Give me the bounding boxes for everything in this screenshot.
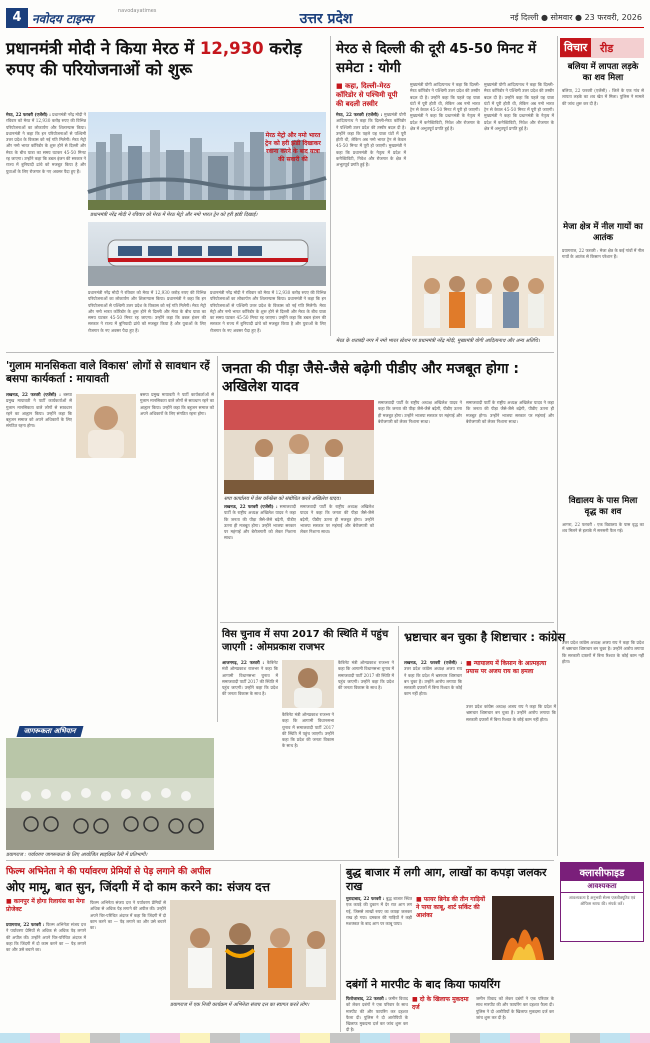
crowd-illustration <box>412 256 554 336</box>
meerut-kicker-text: कहा, दिल्ली-मेरठ कॉरिडोर से पश्चिमी यूपी की बदली तस्वीर <box>336 82 398 108</box>
rajbhar-portrait <box>282 660 334 708</box>
congress-kicker-text: न्यायालय में किसान के आत्महत्या प्रयास पर अजय राय का हमला <box>466 660 547 675</box>
jagran-tag: जागरूकता अभियान <box>17 726 84 737</box>
sanjay-headline-top: फिल्म अभिनेता ने की पर्यावरण प्रेमियों से पेड़ लगाने की अपील <box>6 867 211 877</box>
meerut-body-text: मुख्यमंत्री योगी आदित्यनाथ ने कहा कि दिल्ली-मेरठ कॉरिडोर ने पश्चिमी उत्तर प्रदेश की तस्वीर बदल दी है। उन्होंने कहा कि पहले यह यात्रा घंटों में पूरी होती थी, लेकिन अब नमो भारत ट्रेन से केवल 45-50 मिनट में पूरी हो जाएगी। मुख्यमंत्री ने कहा कि प्रधानमंत्री के नेतृत्व में प्रदेश में कनेक्टिविटी, निवेश और रोजगार के क्षेत्र में अभूतपूर्व प्रगति हुई है। <box>336 112 406 168</box>
mayawati-headline: 'गुलाम मानसिकता वाले विकास' लोगों से सावधान रहें बसपा कार्यकर्ता : मायावती <box>6 360 210 385</box>
mayawati-photo <box>76 394 136 458</box>
sidebar-story1-body: बलिया, 22 फरवरी (एजेंसी) : जिले के एक गांव से लापता लड़के का शव खेत में मिला। पुलिस ने मामले की जांच शुरू कर दी है। <box>562 88 644 106</box>
sanjay-kicker <box>6 898 86 920</box>
mayawati-body-col2-text: बसपा प्रमुख मायावती ने पार्टी कार्यकर्ताओं से गुलाम मानसिकता वाले लोगों से सावधान रहने का आह्वान किया। उन्होंने कहा कि बहुजन समाज को अपने अधिकारों के लिए संगठित रहना होगा। <box>140 392 214 416</box>
mayawati-body-text: बसपा प्रमुख मायावती ने पार्टी कार्यकर्ताओं से गुलाम मानसिकता वाले लोगों से सावधान रहने का आह्वान किया। उन्होंने कहा कि बहुजन समाज को अपने अधिकारों के लिए संगठित रहना होगा। <box>6 392 72 429</box>
meerut-kicker <box>336 82 406 110</box>
welcome-illustration <box>170 900 336 1000</box>
column-rule-4 <box>340 864 341 1032</box>
print-registration-bar <box>0 1033 650 1043</box>
lead-body-col2 <box>88 290 206 333</box>
sanjay-body-col2-text: फिल्म अभिनेता संजय दत्त ने पर्यावरण प्रेमियों से अधिक से अधिक पेड़ लगाने की अपील की। उन्होंने अपने चिर-परिचित अंदाज में कहा कि जिंदगी में दो काम करने का — पेड़ लगाने का और उसे बचाने का। <box>90 900 166 931</box>
mayawati-body-col2 <box>140 392 214 718</box>
section-title: उत्तर प्रदेश <box>299 11 353 27</box>
meerut-headline: मेरठ से दिल्ली की दूरी 45-50 मिनट में समेटा : योगी <box>336 41 537 76</box>
viewpoint-rest: रीड <box>600 42 614 55</box>
dabango-body-col1 <box>346 996 408 1032</box>
classified-text: आवश्यकता है अनुभवी सेल्स एक्जीक्यूटिव एवं ऑफिस स्टाफ की। संपर्क करें। <box>568 895 636 906</box>
sanjay-body-col2 <box>90 900 166 1030</box>
sidebar-story3-body: आगरा, 22 फरवरी : एक विद्यालय के पास वृद्ध का शव मिलने से इलाके में सनसनी फैल गई। <box>562 522 644 534</box>
dabango-body-text: जमीन विवाद को लेकर दबंगों ने एक परिवार के साथ मारपीट की और फायरिंग कर दहशत फैला दी। पुलिस ने दो आरोपियों के खिलाफ मुकदमा दर्ज कर जांच शुरू कर दी है। <box>346 996 408 1033</box>
budh-body-text: बुद्ध बाजार स्थित एक कपड़े की दुकान में देर रात आग लग गई, जिससे लाखों रुपए का कपड़ा जलकर राख हो गया। दमकल की गाड़ियों ने कड़ी मशक्कत के बाद आग पर काबू पाया। <box>346 896 412 927</box>
press-conference-illustration <box>224 400 374 494</box>
mayawati-byline: लखनऊ, 22 फरवरी (एजेंसी) : <box>6 392 61 397</box>
congress-body-col3 <box>562 640 644 856</box>
budh-photo <box>492 896 554 960</box>
sanjay-photo <box>170 900 336 1000</box>
lead-body-col3 <box>210 290 326 333</box>
akhilesh-photo-caption: सपा कार्यालय में प्रेस कॉन्फ्रेंस को संबोधित करते अखिलेश यादव। <box>224 496 341 502</box>
kicker-bullet: ■ <box>416 896 422 903</box>
akhilesh-body-col2 <box>300 504 374 618</box>
sidebar-rule <box>557 36 558 856</box>
meerut-body-col2 <box>410 82 480 252</box>
viewpoint-banner <box>560 38 644 58</box>
lead-headline-part2: करोड़ रुपए की परियोजनाओं को शुरू <box>6 39 302 79</box>
kicker-bullet: ■ <box>336 82 343 90</box>
dabango-body-col2-text: जमीन विवाद को लेकर दबंगों ने एक परिवार के साथ मारपीट की और फायरिंग कर दहशत फैला दी। पुलिस ने दो आरोपियों के खिलाफ मुकदमा दर्ज कर जांच शुरू कर दी है। <box>476 996 554 1020</box>
congress-body-col2-text: उत्तर प्रदेश कांग्रेस अध्यक्ष अजय राय ने कहा कि प्रदेश में भ्रष्टाचार शिष्टाचार बन चुका है। उन्होंने आरोप लगाया कि सरकारी दफ्तरों में बिना रिश्वत के कोई काम नहीं होता। <box>466 704 556 722</box>
budh-body-col1 <box>346 896 412 976</box>
sanjay-photo-caption: प्रयागराज में एक निजी कार्यक्रम में अभिनेता संजय दत्त का स्वागत करते लोग। <box>170 1002 310 1008</box>
horizontal-rule-3 <box>6 860 554 861</box>
meerut-byline: मेरठ, 22 फरवरी (एजेंसी) : <box>336 112 383 117</box>
rajbhar-body-text: कैबिनेट मंत्री ओमप्रकाश राजभर ने कहा कि आगामी विधानसभा चुनाव में समाजवादी पार्टी 2017 की स्थिति में पहुंच जाएगी। उन्होंने कहा कि प्रदेश की जनता विकास के साथ है। <box>222 660 278 697</box>
akhilesh-body-col3 <box>378 400 462 618</box>
akhilesh-headline: जनता की पीड़ा जैसे-जैसे बढ़ेगी पीडीए और मजबूत होगा : अखिलेश यादव <box>222 361 519 395</box>
mayawati-body-col1 <box>6 392 72 718</box>
rajbhar-headline: विस चुनाव में सपा 2017 की स्थिति में पहुंच जाएगी : ओमप्रकाश राजभर <box>222 629 389 653</box>
sidebar-story3-headline: विद्यालय के पास मिला वृद्ध का शव <box>568 496 638 517</box>
budh-headline: बुद्ध बाजार में लगी आग, लाखों का कपड़ा जलकर राख <box>346 866 547 893</box>
column-rule-3 <box>398 626 399 858</box>
rajbhar-body-col2-text: कैबिनेट मंत्री ओमप्रकाश राजभर ने कहा कि आगामी विधानसभा चुनाव में समाजवादी पार्टी 2017 की स्थिति में पहुंच जाएगी। उन्होंने कहा कि प्रदेश की जनता विकास के साथ है। <box>282 712 334 749</box>
rajbhar-body-col1 <box>222 660 278 856</box>
rajbhar-photo <box>282 660 334 708</box>
congress-body-col1 <box>404 660 462 856</box>
rajbhar-body-col2 <box>282 712 334 856</box>
lead-photo-train <box>88 222 326 286</box>
dabango-kicker-text: दो के खिलाफ मुकदमा दर्ज <box>412 996 469 1011</box>
horizontal-rule-2 <box>220 622 554 623</box>
lead-body-col3-text: प्रधानमंत्री नरेंद्र मोदी ने रविवार को मेरठ में 12,930 करोड़ रुपए की विभिन्न परियोजनाओं का लोकार्पण और शिलान्यास किया। प्रधानमंत्री ने कहा कि इन परियोजनाओं से पश्चिमी उत्तर प्रदेश के विकास को नई गति मिलेगी। मेरठ मेट्रो और नमो भारत कॉरिडोर के शुरू होने से दिल्ली और मेरठ के बीच यात्रा का समय घटकर 45-50 मिनट रह जाएगा। उन्होंने कहा कि डबल इंजन की सरकार ने राज्य में बुनियादी ढांचे को मजबूत किया है और युवाओं के लिए रोजगार के नए अवसर पैदा हुए हैं। <box>210 290 326 333</box>
lead-photo-skyline <box>88 112 326 210</box>
sidebar-story2-body: प्रयागराज, 22 फरवरी : मेजा क्षेत्र के कई गांवों में नील गायों के आतंक से किसान परेशान हैं। <box>562 248 644 260</box>
meerut-body-col2-text: मुख्यमंत्री योगी आदित्यनाथ ने कहा कि दिल्ली-मेरठ कॉरिडोर ने पश्चिमी उत्तर प्रदेश की तस्वीर बदल दी है। उन्होंने कहा कि पहले यह यात्रा घंटों में पूरी होती थी, लेकिन अब नमो भारत ट्रेन से केवल 45-50 मिनट में पूरी हो जाएगी। मुख्यमंत्री ने कहा कि प्रधानमंत्री के नेतृत्व में प्रदेश में कनेक्टिविटी, निवेश और रोजगार के क्षेत्र में अभूतपूर्व प्रगति हुई है। <box>410 82 480 132</box>
akhilesh-byline: लखनऊ, 22 फरवरी (एजेंसी) : <box>224 504 278 509</box>
congress-body-col3-text: उत्तर प्रदेश कांग्रेस अध्यक्ष अजय राय ने कहा कि प्रदेश में भ्रष्टाचार शिष्टाचार बन चुका है। उन्होंने आरोप लगाया कि सरकारी दफ्तरों में बिना रिश्वत के कोई काम नहीं होता। <box>562 640 644 664</box>
akhilesh-photo <box>224 400 374 494</box>
kicker-bullet: ■ <box>6 898 12 905</box>
sanjay-body-text: फिल्म अभिनेता संजय दत्त ने पर्यावरण प्रेमियों से अधिक से अधिक पेड़ लगाने की अपील की। उन्होंने अपने चिर-परिचित अंदाज में कहा कि जिंदगी में दो काम करने का — पेड़ लगाने का और उसे बचाने का। <box>6 922 86 953</box>
congress-body-col2 <box>466 704 556 856</box>
dabango-kicker <box>412 996 472 1018</box>
fire-illustration <box>492 896 554 960</box>
budh-byline: मुरादाबाद, 22 फरवरी : <box>346 896 385 901</box>
sanjay-headline: ओए मामू, बात सुन, जिंदगी में दो काम करने का: संजय दत्त <box>6 880 270 894</box>
lead-headline-part1: प्रधानमंत्री मोदी ने किया मेरठ में <box>6 39 195 58</box>
akhilesh-body-text: समाजवादी पार्टी के राष्ट्रीय अध्यक्ष अखिलेश यादव ने कहा कि जनता की पीड़ा जैसे-जैसे बढ़ेगी, पीडीए उतना ही मजबूत होगा। उन्होंने भाजपा सरकार पर महंगाई और बेरोजगारी को लेकर निशाना साधा। <box>224 504 296 541</box>
rajbhar-body-col3-text: कैबिनेट मंत्री ओमप्रकाश राजभर ने कहा कि आगामी विधानसभा चुनाव में समाजवादी पार्टी 2017 की स्थिति में पहुंच जाएगी। उन्होंने कहा कि प्रदेश की जनता विकास के साथ है। <box>338 660 394 691</box>
congress-byline: लखनऊ, 22 फरवरी (एजेंसी) : <box>404 660 462 665</box>
mini-label: navodayatimes <box>118 8 157 14</box>
rajbhar-body-col3 <box>338 660 394 856</box>
congress-headline: भ्रष्टाचार बन चुका है शिष्टाचार : कांग्रेस <box>404 630 566 644</box>
meerut-body-col3 <box>484 82 554 252</box>
meerut-photo-caption: मेरठ के शताब्दी नगर में नमो भारत स्टेशन पर प्रधानमंत्री नरेंद्र मोदी, मुख्यमंत्री योगी आदित्यनाथ और अन्य अतिथि। <box>336 338 540 344</box>
classified-sub: आवश्यकता <box>561 881 643 893</box>
dabango-byline: फिरोजाबाद, 22 फरवरी : <box>346 996 387 1001</box>
lead-byline: मेरठ, 22 फरवरी (एजेंसी) : <box>6 112 51 117</box>
congress-body-text: उत्तर प्रदेश कांग्रेस अध्यक्ष अजय राय ने कहा कि प्रदेश में भ्रष्टाचार शिष्टाचार बन चुका है। उन्होंने आरोप लगाया कि सरकारी दफ्तरों में बिना रिश्वत के कोई काम नहीं होता। <box>404 666 462 697</box>
akhilesh-body-col4 <box>466 400 554 618</box>
horizontal-rule-1 <box>6 352 554 353</box>
train-illustration <box>88 222 326 286</box>
brand-name: नवोदय टाइम्स <box>32 12 94 26</box>
dateline: नई दिल्ली ● सोमवार ● 23 फरवरी, 2026 <box>510 13 642 22</box>
rally-photo-caption: प्रयागराज : पर्यावरण जागरूकता के लिए आयोजित साइकिल रैली में प्रतिभागी। <box>6 852 148 858</box>
akhilesh-body-col3-text: समाजवादी पार्टी के राष्ट्रीय अध्यक्ष अखिलेश यादव ने कहा कि जनता की पीड़ा जैसे-जैसे बढ़ेगी, पीडीए उतना ही मजबूत होगा। उन्होंने भाजपा सरकार पर महंगाई और बेरोजगारी को लेकर निशाना साधा। <box>378 400 462 424</box>
lead-body <box>6 112 86 324</box>
cycle-rally-illustration <box>6 738 214 850</box>
column-rule-2 <box>217 356 218 722</box>
viewpoint-tag: विचार <box>560 38 591 57</box>
lead-headline-number: 12,930 <box>199 39 264 58</box>
budh-kicker-text: फायर ब्रिगेड की तीन गाड़ियों ने पाया काबू, शार्ट सर्किट की आशंका <box>416 896 485 919</box>
meerut-body-col3-text: मुख्यमंत्री योगी आदित्यनाथ ने कहा कि दिल्ली-मेरठ कॉरिडोर ने पश्चिमी उत्तर प्रदेश की तस्वीर बदल दी है। उन्होंने कहा कि पहले यह यात्रा घंटों में पूरी होती थी, लेकिन अब नमो भारत ट्रेन से केवल 45-50 मिनट में पूरी हो जाएगी। मुख्यमंत्री ने कहा कि प्रधानमंत्री के नेतृत्व में प्रदेश में कनेक्टिविटी, निवेश और रोजगार के क्षेत्र में अभूतपूर्व प्रगति हुई है। <box>484 82 554 132</box>
sanjay-body-col1 <box>6 922 86 1030</box>
sanjay-kicker-text: कानपुर में होगा रिलायंस का मेगा प्रोजेक्ट <box>6 898 85 913</box>
sanjay-byline: प्रयागराज, 22 फरवरी : <box>6 922 45 927</box>
lead-callout: मेरठ मेट्रो और नमो भारत ट्रेन को हरी झंडी दिखाकर रवाना करने के बाद यात्रा की सवारी की <box>265 132 321 163</box>
column-rule <box>330 36 331 336</box>
lead-photo-caption: प्रधानमंत्री नरेंद्र मोदी ने रविवार को मेरठ में मेरठ मेट्रो और नमो भारत ट्रेन को हरी झंडी दिखाई। <box>90 212 258 218</box>
rajbhar-byline: आजमगढ़, 22 फरवरी : <box>222 660 265 665</box>
kicker-bullet: ■ <box>466 660 472 667</box>
akhilesh-body-col2-text: समाजवादी पार्टी के राष्ट्रीय अध्यक्ष अखिलेश यादव ने कहा कि जनता की पीड़ा जैसे-जैसे बढ़ेगी, पीडीए उतना ही मजबूत होगा। उन्होंने भाजपा सरकार पर महंगाई और बेरोजगारी को लेकर निशाना साधा। <box>300 504 374 535</box>
lead-headline <box>6 38 326 80</box>
sidebar-story2-headline: मेजा क्षेत्र में नील गायों का आतंक <box>563 222 643 243</box>
dabango-body-col2 <box>476 996 554 1032</box>
dabango-headline: दबंगों ने मारपीट के बाद किया फायरिंग <box>346 978 501 991</box>
akhilesh-body-col4-text: समाजवादी पार्टी के राष्ट्रीय अध्यक्ष अखिलेश यादव ने कहा कि जनता की पीड़ा जैसे-जैसे बढ़ेगी, पीडीए उतना ही मजबूत होगा। उन्होंने भाजपा सरकार पर महंगाई और बेरोजगारी को लेकर निशाना साधा। <box>466 400 554 424</box>
page-number: 4 <box>6 8 28 28</box>
portrait-illustration <box>76 394 136 458</box>
akhilesh-body-col1 <box>224 504 296 618</box>
lead-body-col2-text: प्रधानमंत्री नरेंद्र मोदी ने रविवार को मेरठ में 12,930 करोड़ रुपए की विभिन्न परियोजनाओं का लोकार्पण और शिलान्यास किया। प्रधानमंत्री ने कहा कि इन परियोजनाओं से पश्चिमी उत्तर प्रदेश के विकास को नई गति मिलेगी। मेरठ मेट्रो और नमो भारत कॉरिडोर के शुरू होने से दिल्ली और मेरठ के बीच यात्रा का समय घटकर 45-50 मिनट रह जाएगा। उन्होंने कहा कि डबल इंजन की सरकार ने राज्य में बुनियादी ढांचे को मजबूत किया है और युवाओं के लिए रोजगार के नए अवसर पैदा हुए हैं। <box>88 290 206 333</box>
rally-photo <box>6 738 214 850</box>
kicker-bullet: ■ <box>412 996 418 1003</box>
sidebar-story1-headline: बलिया में लापता लड़के का शव मिला <box>567 62 639 83</box>
meerut-body-col1 <box>336 112 406 280</box>
lead-body-text: प्रधानमंत्री नरेंद्र मोदी ने रविवार को मेरठ में 12,930 करोड़ रुपए की विभिन्न परियोजनाओं का लोकार्पण और शिलान्यास किया। प्रधानमंत्री ने कहा कि इन परियोजनाओं से पश्चिमी उत्तर प्रदेश के विकास को नई गति मिलेगी। मेरठ मेट्रो और नमो भारत कॉरिडोर के शुरू होने से दिल्ली और मेरठ के बीच यात्रा का समय घटकर 45-50 मिनट रह जाएगा। उन्होंने कहा कि डबल इंजन की सरकार ने राज्य में बुनियादी ढांचे को मजबूत किया है और युवाओं के लिए रोजगार के नए अवसर पैदा हुए हैं। <box>6 112 86 174</box>
classified-ad[interactable] <box>560 862 644 942</box>
masthead <box>6 8 644 28</box>
classified-head: क्लासीफाइड <box>561 863 643 881</box>
congress-kicker <box>466 660 556 700</box>
budh-kicker <box>416 896 488 940</box>
meerut-photo <box>412 256 554 336</box>
